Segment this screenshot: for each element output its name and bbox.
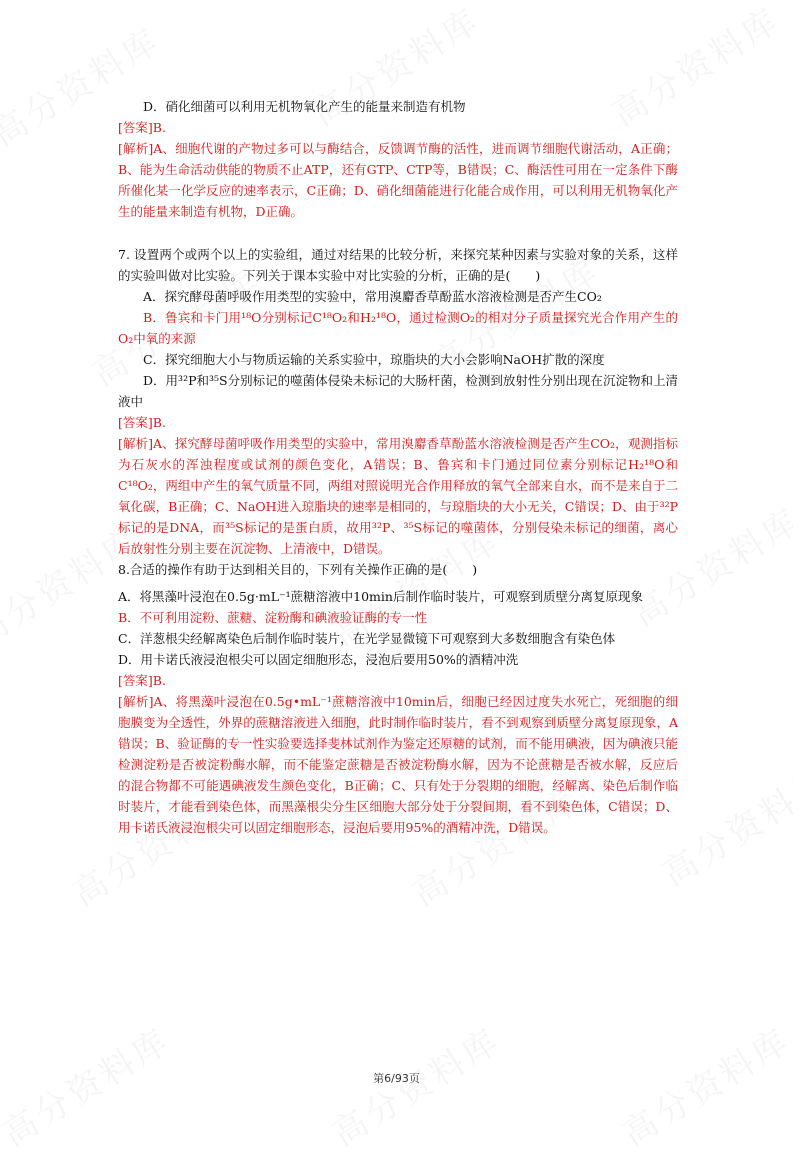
- text-block: D．用卡诺氏液浸泡根尖可以固定细胞形态，浸泡后要用50%的酒精冲洗: [118, 652, 519, 667]
- text-block: 8.合适的操作有助于达到相关目的，下列有关操作正确的是( ): [118, 562, 478, 577]
- text-block: C．洋葱根尖经解离染色后制作临时装片，在光学显微镜下可观察到大多数细胞含有染色体: [118, 631, 616, 646]
- text-block: A．探究酵母菌呼吸作用类型的实验中，常用溴麝香草酚蓝水溶液检测是否产生CO₂: [143, 289, 602, 304]
- text-block: 7. 设置两个或两个以上的实验组，通过对结果的比较分析，来探究某种因素与实验对象的关系，这样的实验叫做对比实验。下列关于课本实验中对比实验的分析，正确的是( ): [118, 247, 678, 283]
- text-block: [答案]B.: [118, 120, 166, 135]
- document-body: [118, 96, 678, 838]
- text-block: D．硝化细菌可以利用无机物氧化产生的能量来制造有机物: [143, 99, 466, 114]
- text-block: D．用³²P和³⁵S分别标记的噬菌体侵染未标记的大肠杆菌，检测到放射性分别出现在沉淀物和上清液中: [118, 373, 678, 409]
- text-block: A．将黑藻叶浸泡在0.5g·mL⁻¹蔗糖溶液中10min后制作临时装片，可观察到质壁分离复原现象: [118, 589, 643, 604]
- text-block: [解析]A、细胞代谢的产物过多可以与酶结合，反馈调节酶的活性，进而调节细胞代谢活动，A正确；B、能为生命活动供能的物质不止ATP，还有GTP、CTP等，B错误；C、酶活性可用在一定条件下酶所催化某一化学反应的速率表示，C正确；D、硝化细菌能进行化能合成作用，可以利用无机物氧化产生的能量来制造有机物，D正确。: [118, 141, 678, 219]
- text-block: [解析]A、探究酵母菌呼吸作用类型的实验中，常用溴麝香草酚蓝水溶液检测是否产生CO₂，观测指标为石灰水的浑浊程度或试剂的颜色变化，A错误；B、鲁宾和卡门通过同位素分别标记H₂¹⁸O和C¹⁸O₂，两组中产生的氧气质量不同，两组对照说明光合作用释放的氧气全部来自水，而不是来自于二氧化碳，B正确；C、NaOH进入琼脂块的速率是相同的，与琼脂块的大小无关，C错误；D、由于³²P标记的是DNA，而³⁵S标记的是蛋白质，故用³²P、³⁵S标记的噬菌体，分别侵染未标记的细菌，离心后放射性分别主要在沉淀物、上清液中，D错误。: [118, 436, 678, 556]
- text-block: [答案]B.: [118, 415, 166, 430]
- page-number: 第6/93页: [373, 1072, 420, 1085]
- text-block: C．探究细胞大小与物质运输的关系实验中，琼脂块的大小会影响NaOH扩散的深度: [143, 352, 605, 367]
- text-block: [解析]A、将黑藻叶浸泡在0.5g•mL⁻¹蔗糖溶液中10min后，细胞已经因过度失水死亡，死细胞的细胞膜变为全透性，外界的蔗糖溶液进入细胞，此时制作临时装片，看不到观察到质壁分离复原现象，A错误；B、验证酶的专一性实验要选择斐林试剂作为鉴定还原糖的试剂，而不能用碘液，因为碘液只能检测淀粉是否被淀粉酶水解，而不能鉴定蔗糖是否被淀粉酶水解，因为不论蔗糖是否被水解，反应后的混合物都不可能遇碘液发生颜色变化，B正确；C、只有处于分裂期的细胞，经解离、染色后制作临时装片，才能看到染色体，而黑藻根尖分生区细胞大部分处于分裂间期，看不到染色体，C错误；D、用卡诺氏液浸泡根尖可以固定细胞形态，浸泡后要用95%的酒精冲洗，D错误。: [118, 694, 678, 835]
- text-block: [答案]B.: [118, 673, 166, 688]
- text-block: B．不可利用淀粉、蔗糖、淀粉酶和碘液验证酶的专一性: [118, 610, 428, 625]
- text-block: B．鲁宾和卡门用¹⁸O分别标记C¹⁸O₂和H₂¹⁸O，通过检测O₂的相对分子质量探究光合作用产生的O₂中氧的来源: [118, 310, 678, 346]
